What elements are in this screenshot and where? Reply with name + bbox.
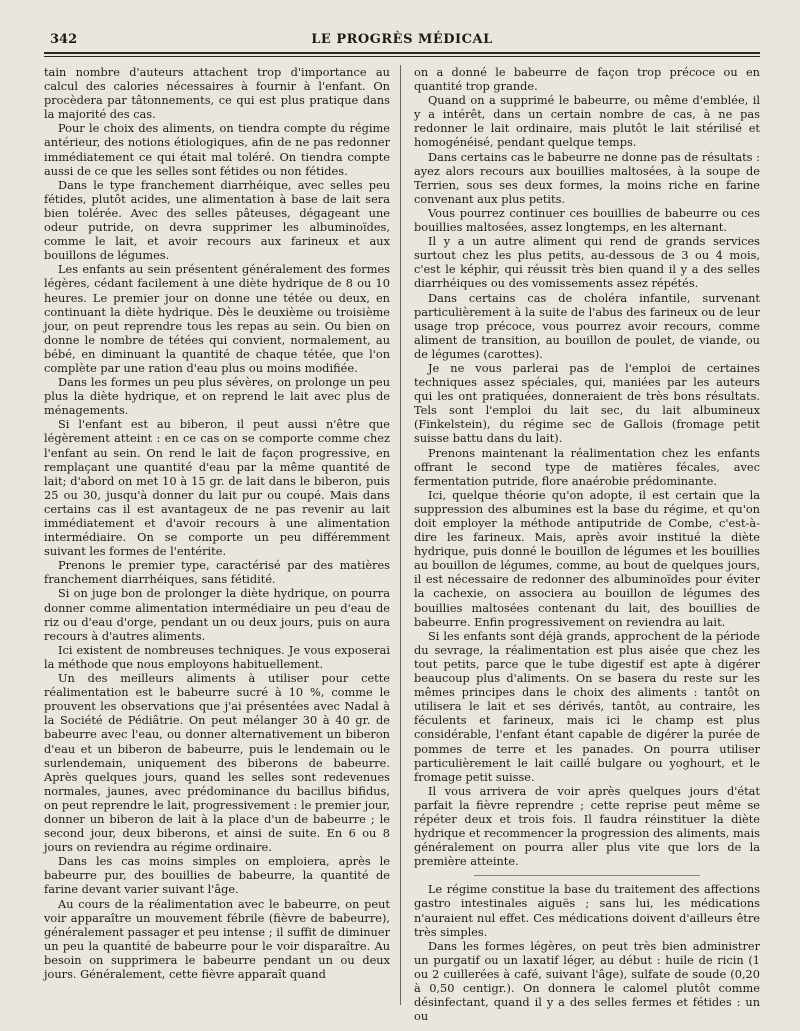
header-rule-thin <box>44 56 760 57</box>
paragraph: Si l'enfant est au biberon, il peut aussi n'être que légèrement atteint : en ce cas on se comporte comme chez l'enfant au sein. On rend le lait de façon progressive, en remplaçant une quantité d'eau par la même quantité de lait; d'abord on met 10 à 15 gr. de lait dans le biberon, puis 25 ou 30, jusqu'à donner du lait pur ou coupé. Mais dans certains cas il est avantageux de ne pas revenir au lait immédiatement et d'avoir recours à une alimentation intermédiaire. On se comporte un peu différemment suivant les formes de l'entérite. <box>44 417 390 559</box>
column-divider <box>400 65 401 1005</box>
paragraph: Je ne vous parlerai pas de l'emploi de certaines techniques assez spéciales, qui, maniées par les auteurs qui les ont pratiquées, donneraient de très bons résultats. Tels sont l'emploi du lait sec, du lait albumineux (Finkelstein), du régime sec de Gallois (fromage petit suisse battu dans du lait). <box>414 360 760 446</box>
section-separator <box>474 875 700 876</box>
text-columns <box>44 65 760 1025</box>
paragraph: Dans le type franchement diarrhéique, avec selles peu fétides, plutôt acides, une alimentation à base de lait sera bien tolérée. Avec des selles pâteuses, dégageant une odeur putride, on devra supprimer les albuminoïdes, comme le lait, et avoir recours aux farineux et aux bouillons de légumes. <box>44 177 390 263</box>
paragraph: Un des meilleurs aliments à utiliser pour cette réalimentation est le babeurre sucré à 10 %, comme le prouvent les observations que j'ai présentées avec Nadal à la Société de Pédiâtrie. On peut mélanger 30 à 40 gr. de babeurre avec l'eau, ou donner alternativement un biberon d'eau et un biberon de babeurre, puis le lendemain ou le surlendemain, uniquement des biberons de babeurre. Après quelques jours, quand les selles sont redevenues normales, jaunes, avec prédominance du bacillus bifidus, on peut reprendre le lait, progressivement : le premier jour, donner un biberon de lait à la place d'un de babeurre ; le second jour, deux biberons, et ainsi de suite. En 6 ou 8 jours on reviendra au régime ordinaire. <box>44 671 390 855</box>
paragraph: Dans les formes légères, on peut très bien administrer un purgatif ou un laxatif léger, au début : huile de ricin (1 ou 2 cuillerées à café, suivant l'âge), sulfate de soude (0,20 à 0,50 centigr.). On donnera le calomel plutôt comme désinfectant, quand il y a des selles fermes et fétides : un ou <box>414 938 760 1024</box>
paragraph: Prenons maintenant la réalimentation chez les enfants offrant le second type de matières fécales, avec fermentation putride, flore anaérobie prédominante. <box>414 445 760 488</box>
paragraph: Quand on a supprimé le babeurre, ou même d'emblée, il y a intérêt, dans un certain nombre de cas, à ne pas redonner le lait ordinaire, mais plutôt le lait stérilisé et homogénéisé, pendant quelque temps. <box>414 93 760 150</box>
paragraph: Les enfants au sein présentent généralement des formes légères, cédant facilement à une diète hydrique de 8 ou 10 heures. Le premier jour on donne une tétée ou deux, en continuant la diète hydrique. Dès le deuxième ou troisième jour, on peut reprendre tous les repas au sein. Ou bien on donne le nombre de tétées qui convient, normalement, au bébé, en diminuant la quantité de chaque tétée, que l'on complète par une ration d'eau plus ou moins modifiée. <box>44 262 390 375</box>
paragraph: Si les enfants sont déjà grands, approchent de la période du sevrage, la réalimentation est plus aisée que chez les tout petits, parce que le tube digestif est apte à digérer beaucoup plus d'aliments. On se basera du reste sur les mêmes principes dans le choix des aliments : tantôt on utilisera le lait et ses dérivés, tantôt, au contraire, les féculents et farineux, mais ici le champ est plus considérable, l'enfant étant capable de digérer la purée de pommes de terre et les panades. On pourra utiliser particulièrement le lait caillé bulgare ou yoghourt, et le fromage petit suisse. <box>414 628 760 784</box>
right-column <box>414 65 760 1025</box>
paragraph: Ici, quelque théorie qu'on adopte, il est certain que la suppression des albumines est la base du régime, et qu'on doit employer la méthode antiputride de Combe, c'est-à-dire les farineux. Mais, après avoir institué la diète hydrique, puis donné le bouillon de légumes et les bouillies au bouillon de légumes, comme, au bout de quelques jours, il est nécessaire de redonner des albuminoïdes pour éviter la cachexie, on associera au bouillon de légumes des bouillies maltosées contenant du lait, des bouillies de babeurre. Enfin progressivement on reviendra au lait. <box>414 487 760 629</box>
paragraph: Dans certains cas de choléra infantile, survenant particulièrement à la suite de l'abus des farineux ou de leur usage trop précoce, vous pourrez avoir recours, comme aliment de transition, au bouillon de poulet, de viande, ou de légumes (carottes). <box>414 290 760 361</box>
paragraph: Ici existent de nombreuses techniques. Je vous exposerai la méthode que nous employons habituellement. <box>44 642 390 671</box>
page-header <box>44 30 760 52</box>
paragraph: Vous pourrez continuer ces bouillies de babeurre ou ces bouillies maltosées, assez longtemps, en les alternant. <box>414 205 760 235</box>
paragraph: on a donné le babeurre de façon trop précoce ou en quantité trop grande. <box>414 65 760 94</box>
paragraph: Dans certains cas le babeurre ne donne pas de résultats : ayez alors recours aux bouillies maltosées, à la soupe de Terrien, sous ses deux formes, la moins riche en farine convenant aux plus petits. <box>414 149 760 206</box>
paragraph: tain nombre d'auteurs attachent trop d'importance au calcul des calories nécessaires à fournir à l'enfant. On procèdera par tâtonnements, ce qui est plus pratique dans la majorité des cas. <box>44 65 390 122</box>
paragraph: Prenons le premier type, caractérisé par des matières franchement diarrhéiques, sans fétidité. <box>44 558 390 587</box>
paragraph: Dans les cas moins simples on emploiera, après le babeurre pur, des bouillies de babeurre, la quantité de farine devant varier suivant l'âge. <box>44 854 390 897</box>
paragraph: Si on juge bon de prolonger la diète hydrique, on pourra donner comme alimentation intermédiaire un peu d'eau de riz ou d'eau d'orge, pendant un ou deux jours, puis on aura recours à d'autres aliments. <box>44 586 390 643</box>
page-number: 342 <box>50 32 78 47</box>
paragraph: Dans les formes un peu plus sévères, on prolonge un peu plus la diète hydrique, et on reprend le lait avec plus de ménagements. <box>44 375 390 418</box>
journal-title: LE PROGRÈS MÉDICAL <box>311 32 493 47</box>
paragraph: Il y a un autre aliment qui rend de grands services surtout chez les plus petits, au-dessous de 3 ou 4 mois, c'est le képhir, qui réussit très bien quand il y a des selles diarrhéiques ou des vomissements assez répétés. <box>414 234 760 291</box>
paragraph: Pour le choix des aliments, on tiendra compte du régime antérieur, des notions étiologiques, afin de ne pas redonner immédiatement ce qui était mal toléré. On tiendra compte aussi de ce que les selles sont fétides ou non fétides. <box>44 121 390 178</box>
header-rule <box>44 52 760 54</box>
paragraph: Il vous arrivera de voir après quelques jours d'état parfait la fièvre reprendre ; cette reprise peut même se répéter deux et trois fois. Il faudra réinstituer la diète hydrique et recommencer la progression des aliments, mais généralement on pourra aller plus vite que lors de la première atteinte. <box>414 783 760 869</box>
left-column <box>44 65 390 1025</box>
paragraph: Le régime constitue la base du traitement des affections gastro intestinales aiguës ; sans lui, les médications n'auraient nul effet. Ces médications doivent d'ailleurs être très simples. <box>414 882 760 939</box>
paragraph: Au cours de la réalimentation avec le babeurre, on peut voir apparaître un mouvement fébrile (fièvre de babeurre), généralement passager et peu intense ; il suffit de diminuer un peu la quantité de babeurre pour le voir disparaître. Au besoin on supprimera le babeurre pendant un ou deux jours. Généralement, cette fièvre apparaît quand <box>44 896 390 981</box>
